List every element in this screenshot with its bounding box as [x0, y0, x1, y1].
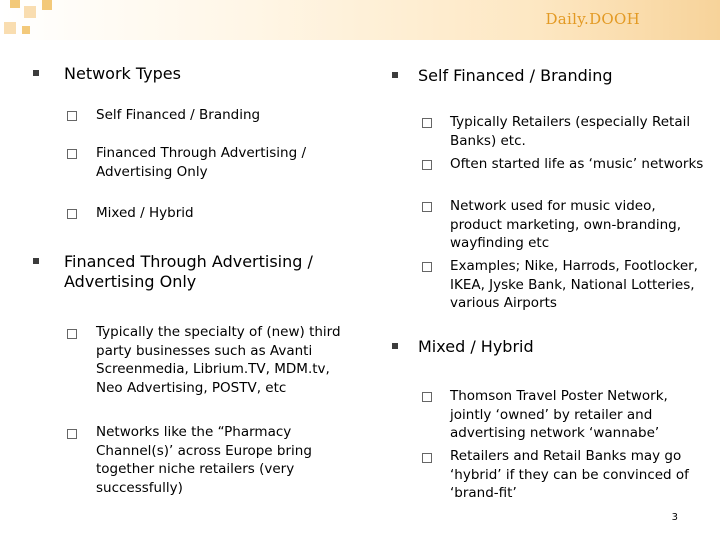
checkbox-bullet-icon — [67, 111, 77, 121]
bullet-square-icon — [33, 258, 39, 264]
checkbox-bullet-icon — [422, 392, 432, 402]
list-item: Network used for music video, product marketing, own-branding, wayfinding etc — [450, 198, 681, 251]
checkbox-bullet-icon — [67, 209, 77, 219]
checkbox-bullet-icon — [422, 118, 432, 128]
checkbox-bullet-icon — [422, 202, 432, 212]
corner-square — [4, 22, 16, 34]
checkbox-bullet-icon — [67, 329, 77, 339]
brand-title: Daily.DOOH — [545, 10, 640, 28]
list-item: Retailers and Retail Banks may go ‘hybrid’ if they can be convinced of ‘brand-fit’ — [450, 448, 689, 501]
corner-square — [10, 0, 20, 8]
checkbox-bullet-icon — [422, 453, 432, 463]
list-item: Networks like the “Pharmacy Channel(s)’ across Europe bring together niche retailers (very successfully) — [96, 424, 312, 496]
corner-square — [24, 6, 36, 18]
list-item: Typically Retailers (especially Retail Banks) etc. — [450, 114, 691, 149]
list-item: Financed Through Advertising / Advertising Only — [96, 145, 307, 180]
list-item: Examples; Nike, Harrods, Footlocker, IKEA, Jyske Bank, National Lotteries, various Airports — [450, 258, 698, 311]
network-types-heading: Network Types — [64, 64, 181, 83]
bullet-square-icon — [392, 72, 398, 78]
corner-square — [42, 0, 52, 10]
mixed-hybrid-heading: Mixed / Hybrid — [418, 337, 534, 356]
bullet-square-icon — [392, 343, 398, 349]
checkbox-bullet-icon — [67, 429, 77, 439]
list-item: Typically the specialty of (new) third party businesses such as Avanti Screenmedia, Librium.TV, MDM.tv, Neo Advertising, POSTV, etc — [96, 324, 341, 396]
page-number: 3 — [671, 512, 678, 523]
checkbox-bullet-icon — [422, 160, 432, 170]
checkbox-bullet-icon — [67, 149, 77, 159]
list-item: Self Financed / Branding — [96, 107, 261, 123]
list-item: Mixed / Hybrid — [96, 205, 194, 221]
list-item: Thomson Travel Poster Network, jointly ‘owned’ by retailer and advertising network ‘wannabe’ — [450, 388, 668, 441]
corner-square — [22, 26, 30, 34]
checkbox-bullet-icon — [422, 262, 432, 272]
bullet-square-icon — [33, 70, 39, 76]
self-financed-heading: Self Financed / Branding — [418, 66, 613, 85]
list-item: Often started life as ‘music’ networks — [450, 156, 704, 172]
financed-advertising-heading: Financed Through Advertising / Advertising Only — [64, 252, 313, 291]
